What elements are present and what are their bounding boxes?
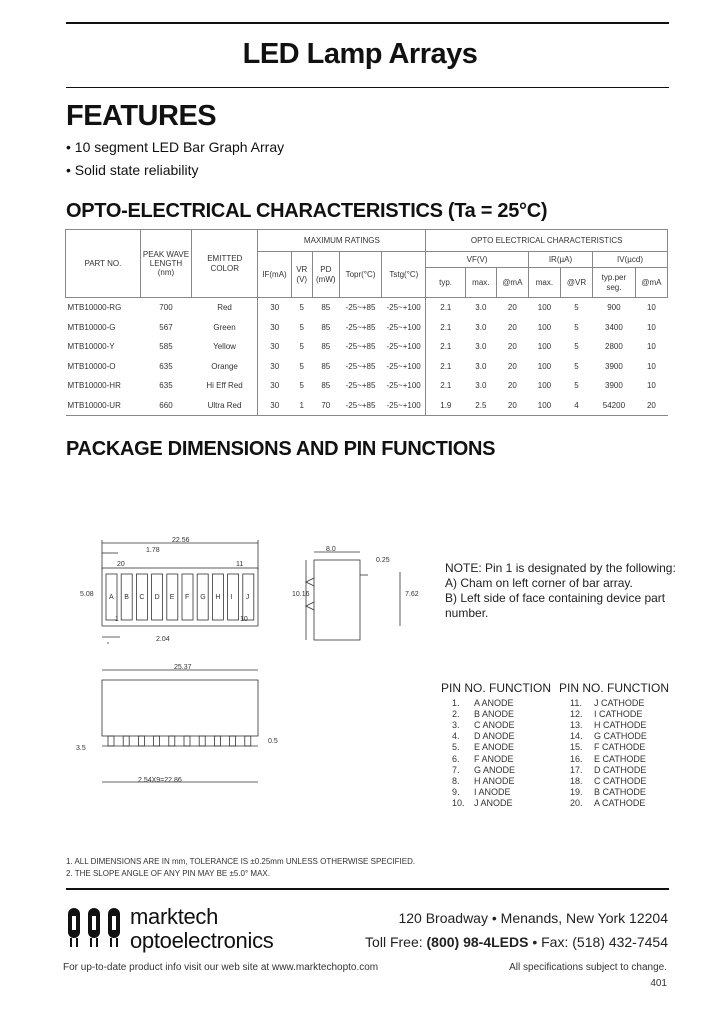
col-pd: PD (mW) xyxy=(312,252,339,298)
col-vr: VR (V) xyxy=(291,252,312,298)
company-address: 120 Broadway • Menands, New York 12204 xyxy=(398,910,668,926)
dim-span: 2.54X9=22.86 xyxy=(138,777,182,784)
table-cell: MTB10000-O xyxy=(67,361,116,371)
pin-function: A ANODE xyxy=(474,698,514,708)
dim-lead-w: 0.5 xyxy=(268,738,278,745)
table-cell: 5 xyxy=(574,381,579,391)
table-cell: -25~+85 xyxy=(345,381,376,391)
dim-pitch: 1.78 xyxy=(146,547,160,554)
table-cell: -25~+100 xyxy=(386,342,421,352)
table-cell: 10 xyxy=(646,361,656,371)
table-cell: Green xyxy=(213,322,236,332)
table-cell: 100 xyxy=(528,396,560,416)
footnote: 2. THE SLOPE ANGLE OF ANY PIN MAY BE ±5.0° MAX. xyxy=(66,869,270,878)
col-topr: Topr(°C) xyxy=(339,252,382,298)
table-cell: 20 xyxy=(507,361,517,371)
table-cell: -25~+100 xyxy=(382,298,426,318)
pin-number: 15. xyxy=(570,742,583,753)
pin-number: 18. xyxy=(570,775,583,786)
table-cell: 2.1 xyxy=(426,318,466,338)
table-cell: 5 xyxy=(574,342,579,352)
pin-function: J ANODE xyxy=(474,797,513,808)
lead-pin xyxy=(230,736,236,746)
pin-function: I CATHODE xyxy=(594,709,643,720)
segment-letter: C xyxy=(139,594,145,601)
pin-number: 5. xyxy=(452,742,460,753)
table-cell: -25~+100 xyxy=(386,322,421,332)
table-cell: 1 xyxy=(291,396,312,416)
pin-function: B CATHODE xyxy=(594,786,646,797)
pin-number: 12. xyxy=(570,709,583,720)
table-cell: MTB10000-G xyxy=(67,322,116,332)
dim-width: 22.56 xyxy=(172,537,190,544)
table-cell: 2.1 xyxy=(426,337,466,357)
segment-letter: A xyxy=(109,594,114,601)
lead-pin xyxy=(245,736,251,746)
table-row xyxy=(66,376,668,396)
pin-function: C ANODE xyxy=(474,720,515,731)
footer-rule xyxy=(66,888,669,890)
title-rule xyxy=(66,87,669,88)
pin-function: B ANODE xyxy=(474,709,515,720)
table-cell: Red xyxy=(192,298,258,318)
pin-function: E ANODE xyxy=(474,742,515,753)
disclaimer: All specifications subject to change. xyxy=(509,962,667,973)
pin-number: 17. xyxy=(570,764,583,775)
dim-side-t: 0.25 xyxy=(376,557,390,564)
pin-number: 20. xyxy=(570,797,583,808)
table-cell: 5 xyxy=(299,342,304,352)
dim-side-h: 10.16 xyxy=(292,591,310,598)
pin-function: C CATHODE xyxy=(594,775,647,786)
pin-number: 9. xyxy=(452,786,460,797)
table-cell: 2.1 xyxy=(426,298,466,318)
table-cell: -25~+85 xyxy=(345,342,376,352)
table-cell: MTB10000-RG xyxy=(66,298,141,318)
table-cell: MTB10000-UR xyxy=(66,396,141,416)
table-cell: 30 xyxy=(258,298,291,318)
table-cell: 85 xyxy=(321,322,331,332)
pin-function: G CATHODE xyxy=(594,731,647,742)
table-cell: 3900 xyxy=(605,361,623,371)
pin-number: 10. xyxy=(452,797,465,808)
table-cell: 4 xyxy=(560,396,592,416)
table-cell: 3900 xyxy=(605,381,623,391)
table-cell: Yellow xyxy=(213,342,236,352)
feature-bullet: • Solid state reliability xyxy=(66,162,199,178)
table-cell: 567 xyxy=(159,322,173,332)
table-cell: -25~+85 xyxy=(345,361,376,371)
pin-number: 8. xyxy=(452,775,460,786)
segment-letter: D xyxy=(154,594,160,601)
package-heading: PACKAGE DIMENSIONS AND PIN FUNCTIONS xyxy=(66,438,496,460)
table-cell: 700 xyxy=(140,298,191,318)
col-ir-max: max. xyxy=(528,268,560,298)
page-title: LED Lamp Arrays xyxy=(242,38,478,70)
col-iv-ma: @mA xyxy=(635,268,667,298)
pin-function: G ANODE xyxy=(474,764,516,775)
dim-side-w: 8.0 xyxy=(326,546,336,553)
segment-letter: F xyxy=(185,594,190,601)
marktech-logo-icon xyxy=(66,904,126,948)
lead-pin xyxy=(184,736,190,746)
table-cell: 1.9 xyxy=(426,396,466,416)
pin-number: 14. xyxy=(570,731,583,742)
table-cell: 100 xyxy=(537,342,552,352)
col-max-ratings: MAXIMUM RATINGS xyxy=(258,230,426,252)
pin-function: F CATHODE xyxy=(594,742,646,753)
table-cell: MTB10000-HR xyxy=(67,381,121,391)
table-cell: 20 xyxy=(507,322,517,332)
col-iv: IV(µcd) xyxy=(593,252,668,268)
table-cell: 635 xyxy=(159,381,173,391)
table-cell: -25~+100 xyxy=(386,361,421,371)
pin-header-left: PIN NO. FUNCTION xyxy=(441,681,551,695)
table-cell: 5 xyxy=(574,361,579,371)
col-ir: IR(µA) xyxy=(528,252,592,268)
table-cell: 5 xyxy=(299,381,304,391)
dim-pin1: 1 xyxy=(115,616,119,623)
table-cell: Ultra Red xyxy=(192,396,258,416)
table-cell: 5 xyxy=(299,361,304,371)
pin-number: 7. xyxy=(452,764,460,775)
pin-number: 4. xyxy=(452,731,460,742)
pin1-note: NOTE: Pin 1 is designated by the following: A) Cham on left corner of bar array. B) Left side of face containing device part number. xyxy=(445,561,676,620)
features-heading: FEATURES xyxy=(66,100,217,132)
company-phone: Toll Free: (800) 98-4LEDS • Fax: (518) 432-7454 xyxy=(365,934,668,950)
lead-pin xyxy=(138,736,144,746)
col-tstg: Tstg(°C) xyxy=(382,252,426,298)
table-cell: 20 xyxy=(635,396,667,416)
segment-letter: I xyxy=(230,594,233,601)
pin-number: 11. xyxy=(570,698,582,708)
pin-number: 13. xyxy=(570,720,583,731)
table-cell: 100 xyxy=(537,381,552,391)
segment-letter: J xyxy=(245,594,250,601)
company-name: marktech xyxy=(130,904,219,929)
col-vf: VF(V) xyxy=(426,252,529,268)
table-cell: 585 xyxy=(159,342,173,352)
table-cell: 30 xyxy=(258,357,291,377)
lead-pin xyxy=(169,736,175,746)
pin-number: 16. xyxy=(570,753,583,764)
segment-letter: H xyxy=(215,594,221,601)
segment-letter: E xyxy=(169,594,175,601)
table-cell: -25~+100 xyxy=(386,381,421,391)
website-note: For up-to-date product info visit our web site at www.marktechopto.com xyxy=(63,962,379,973)
table-cell: 30 xyxy=(258,396,291,416)
pin-function: J CATHODE xyxy=(594,698,645,708)
col-peak-wave: PEAK WAVE LENGTH (nm) xyxy=(140,230,191,298)
dim-side-in: 7.62 xyxy=(405,591,419,598)
col-ir-vr: @VR xyxy=(560,268,592,298)
table-cell: 5 xyxy=(291,298,312,318)
table-cell: -25~+85 xyxy=(339,298,382,318)
col-vf-ma: @mA xyxy=(496,268,528,298)
table-cell: 30 xyxy=(258,318,291,338)
pin-function: D ANODE xyxy=(474,731,515,742)
table-cell: 20 xyxy=(507,342,517,352)
table-cell: 10 xyxy=(635,298,667,318)
table-cell: 660 xyxy=(140,396,191,416)
table-cell: 2.1 xyxy=(426,376,466,396)
table-cell: 10 xyxy=(646,381,656,391)
feature-bullet: • 10 segment LED Bar Graph Array xyxy=(66,139,285,155)
table-cell: -25~+85 xyxy=(339,396,382,416)
table-cell: 85 xyxy=(321,361,331,371)
col-iv-typ: typ.per seg. xyxy=(593,268,636,298)
table-cell: 5 xyxy=(299,322,304,332)
table-cell: MTB10000-Y xyxy=(67,342,115,352)
table-cell: Orange xyxy=(211,361,238,371)
col-vf-max: max. xyxy=(465,268,496,298)
page-number: 401 xyxy=(650,978,667,989)
pin-function: A CATHODE xyxy=(594,797,646,808)
table-cell: 100 xyxy=(537,361,552,371)
dim-pin11: 11 xyxy=(236,561,244,568)
col-vf-typ: typ. xyxy=(426,268,466,298)
table-cell: 54200 xyxy=(593,396,636,416)
pin-number: 2. xyxy=(452,709,460,720)
lead-pin xyxy=(108,736,114,746)
dim-pin1-top: 20 xyxy=(117,561,125,568)
table-cell: 10 xyxy=(646,342,656,352)
table-cell: 85 xyxy=(321,381,331,391)
pin-number: 6. xyxy=(452,753,460,764)
table-cell: 30 xyxy=(258,376,291,396)
table-cell: 2800 xyxy=(605,342,623,352)
lead-pin xyxy=(199,736,205,746)
table-row xyxy=(66,357,668,377)
pin-function: E CATHODE xyxy=(594,753,646,764)
table-cell: 3.0 xyxy=(475,322,487,332)
table-cell: 2.5 xyxy=(465,396,496,416)
dim-lead: 3.5 xyxy=(76,745,86,752)
table-cell: 20 xyxy=(496,396,528,416)
table-cell: -25~+85 xyxy=(345,322,376,332)
pin-number: 19. xyxy=(570,786,583,797)
table-cell: 85 xyxy=(312,298,339,318)
pin-function: H CATHODE xyxy=(594,720,647,731)
segment-letter: B xyxy=(124,594,129,601)
dim-bottom-w: 25.37 xyxy=(174,664,192,671)
table-row xyxy=(66,318,668,338)
table-cell: 5 xyxy=(560,298,592,318)
pin-number: 1. xyxy=(452,698,460,708)
opto-heading: OPTO-ELECTRICAL CHARACTERISTICS (Ta = 25°C) xyxy=(66,200,548,222)
pin-function: D CATHODE xyxy=(594,764,647,775)
pin-number: 3. xyxy=(452,720,460,731)
dim-offset: 2.04 xyxy=(156,636,170,643)
table-cell: 2.1 xyxy=(426,357,466,377)
table-cell: 3.0 xyxy=(475,342,487,352)
table-cell: 3.0 xyxy=(465,298,496,318)
table-cell: 10 xyxy=(646,322,656,332)
dim-pin10: 10 xyxy=(240,616,248,623)
pin-function: H ANODE xyxy=(474,775,515,786)
table-cell: 3400 xyxy=(605,322,623,332)
table-cell: 30 xyxy=(258,337,291,357)
pin-header-right: PIN NO. FUNCTION xyxy=(559,681,669,695)
lead-pin xyxy=(214,736,220,746)
lead-pin xyxy=(123,736,129,746)
footnote: 1. ALL DIMENSIONS ARE IN mm, TOLERANCE IS ±0.25mm UNLESS OTHERWISE SPECIFIED. xyxy=(66,857,416,866)
table-cell: 3.0 xyxy=(475,381,487,391)
col-part-no: PART NO. xyxy=(66,230,141,298)
col-emitted-color: EMITTED COLOR xyxy=(192,230,258,298)
dim-height: 5.08 xyxy=(80,591,94,598)
table-row xyxy=(66,337,668,357)
table-cell: 3.0 xyxy=(475,361,487,371)
table-cell: 5 xyxy=(574,322,579,332)
col-opto-chars: OPTO ELECTRICAL CHARACTERISTICS xyxy=(426,230,668,252)
company-subname: optoelectronics xyxy=(130,928,274,953)
table-row xyxy=(66,396,668,416)
opto-electrical-table xyxy=(65,229,668,416)
pin-function: F ANODE xyxy=(474,753,514,764)
table-cell: 100 xyxy=(537,322,552,332)
table-cell: 70 xyxy=(312,396,339,416)
segment-letter: G xyxy=(200,594,206,601)
table-cell: Hi Eff Red xyxy=(206,381,243,391)
pin-function: I ANODE xyxy=(474,786,511,797)
lead-pin xyxy=(154,736,160,746)
table-row xyxy=(66,298,668,318)
table-cell: 635 xyxy=(159,361,173,371)
top-rule xyxy=(66,22,669,24)
segment-rect xyxy=(228,574,239,620)
table-cell: 100 xyxy=(528,298,560,318)
table-cell: 85 xyxy=(321,342,331,352)
col-if: IF(mA) xyxy=(258,252,291,298)
table-cell: -25~+100 xyxy=(382,396,426,416)
table-cell: 20 xyxy=(496,298,528,318)
table-cell: 20 xyxy=(507,381,517,391)
table-cell: 900 xyxy=(593,298,636,318)
